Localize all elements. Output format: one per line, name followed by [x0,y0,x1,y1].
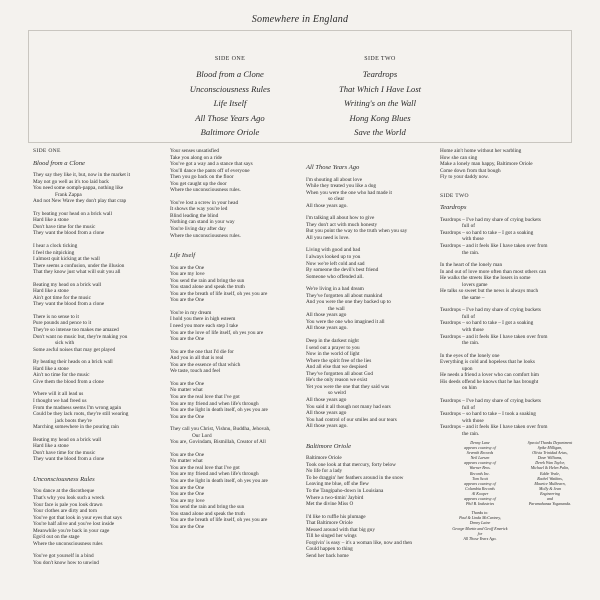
lyric-line: No matter what [170,458,203,465]
lyric-line: They want the blood from a clone [33,301,105,308]
lyric-line: I almost quit kicking at the wall [33,256,100,263]
lyric-line: Teardrops – so hard to take – I got a soaking [440,320,534,327]
lyric-line: Now we're left cold and sad [306,260,365,267]
credit-line: Denny Lane [470,440,490,445]
credit-line: Seventh Records [466,450,494,456]
lyric-line: They're so intense too makes me amazed [33,327,119,334]
lyric-line: Ain't got time for the music [33,294,91,301]
lyric-line: All those years ago. [306,325,348,332]
lyric-line: sick with [55,340,75,347]
header-bottom-rule [28,142,572,143]
lyric-line: Give them the blood from a clone [33,378,104,385]
lyric-line: Come down from that bough [440,167,501,174]
lyric-line: so weird [328,390,346,397]
lyric-line: Your face is pale you look drawn [33,501,103,508]
lyric-line: You dance at the discotheque [33,488,95,495]
credit-line: and [547,496,553,502]
stanza-gap [170,245,302,251]
lyric-line: Where the unconsciousness rules. [170,232,241,239]
lyrics-column-1 [33,148,165,566]
lyric-line: You've got a way and a stance that says [170,161,253,168]
track-title: All Those Years Ago [195,112,265,123]
lyric-line: That's why you look such a wreck [33,494,105,501]
lyric-line: with those [462,236,484,243]
lyric-line: Take you along on a ride [170,154,222,161]
lyric-line: I hear a clock ticking [33,243,78,250]
lyric-line: You are the breath of life itself, oh yes you are [170,517,268,524]
lyric-line: You are the love of life itself, oh yes you are [170,329,264,336]
lyric-line: Yet you were the one that they said was [306,383,390,390]
credit-line: appears courtesy of [464,480,496,486]
track-title: Life Itself [213,98,247,109]
lyric-line: with those [462,327,484,334]
track-title: That Which I Have Lost [338,83,422,94]
credit-line: Denny Laine [469,520,491,526]
lyric-line: All those years ago. [306,423,348,430]
credit-line: Spike Milligan, [537,445,563,451]
lyric-line: Where the unconsciousness rules [33,540,103,547]
lyric-line: And you in all that is real [170,355,224,362]
lyric-line: They don't act with much honesty [306,221,378,228]
lyric-line: You've got that look in your eyes that says [33,514,122,521]
lyric-line: the rain. [462,340,480,347]
lyric-line: Fly to your daddy now. [440,174,489,181]
lyric-line: I feel the nitpicking [33,249,75,256]
lyric-line: You are the One [170,484,205,491]
lyric-line: But you point the way to the truth when you say [306,228,408,235]
lyric-line: May not go well as it's too laid back [33,178,109,185]
credit-line: Warner Bros. [469,465,491,471]
lyric-line: Don't have time for the music [33,449,96,456]
lyric-line: Send her back home [306,552,349,559]
credit-line: All Those Years Ago. [463,535,497,541]
credit-line: for [477,530,483,536]
lyric-line: Leaving me blue, off she flew [306,481,369,488]
lyric-line: the rain. [462,249,480,256]
lyric-line: Hard like a stone [33,217,69,224]
lyric-line: Ego'd out on the stage [33,534,80,541]
lyric-line: To be draggin' her feathers around in the snow [306,474,404,481]
lyric-line: I thought we had freed us [33,397,87,404]
lyric-line: Hard like a stone [33,365,69,372]
album-title: Somewhere in England [251,14,349,25]
lyric-line: Messed around with that big guy [306,526,375,533]
credit-line: Derek Wan Taylor, [535,460,565,466]
lyric-line: You're living day after day [170,226,226,233]
lyric-line: They call you Christ, Vishnu, Buddha, Jehovah, [170,426,271,433]
lyric-line: You are the One [170,523,205,530]
credit-line: Columbia Records [465,485,495,491]
track-title: Hong Kong Blues [349,112,411,123]
lyric-line: the wall [328,305,345,312]
lyric-line: You are my friend and when life's through [170,471,259,478]
lyric-line: We're living in a bad dream [306,286,364,293]
lyric-line: with those [462,417,484,424]
credit-line: Maurice Mulhearn, [534,480,566,486]
lyric-line: You get caught up the door [170,180,227,187]
lyric-line: You don't know how to unwind [33,559,99,566]
side-heading: SIDE TWO [440,192,469,199]
lyric-line: I'm shouting all about love [306,176,363,183]
lyric-line: Teardrops – I've had my share of crying buckets [440,397,541,404]
credits-right [510,440,590,506]
track-title: Baltimore Oriole [200,127,260,138]
lyric-line: I hold you there in high esteem [170,316,236,323]
lyric-line: full of [462,313,475,320]
lyric-line: All those years ago [306,312,347,319]
track-title: Teardrops [362,69,398,79]
lyric-line: That they know just what will suit you all [33,269,121,276]
credit-line: Paul & Linda McCartney, [459,515,501,521]
lyric-line: You are the One [170,336,205,343]
lyric-line: on him [462,385,477,392]
lyric-line: Then you go back on the floor [170,174,234,181]
lyric-line: All those years ago [306,396,347,403]
lyric-line: Your clothes are dirty and torn [33,508,98,515]
lyric-line: Took one look at that mercury, forty below [306,461,396,468]
lyric-line: Don't want no music but, they're making you [33,333,128,340]
lyric-line: Where will it all lead us [33,391,84,398]
lyrics-column-3 [306,163,438,559]
lyric-line: Could happen to thing [306,546,353,553]
lyric-line: How she can sing [440,154,478,161]
lyric-line: so clear [328,196,345,203]
lyric-line: There seems a confusion, under the illusion [33,262,125,269]
lyric-line: You are my friend and when life's through [170,400,259,407]
lyric-line: They say they like it, but, now in the market it [33,172,131,179]
lyric-line: Your senses unsatisfied [170,148,220,154]
lyric-line: You are the light in death itself, oh yes you are [170,477,268,484]
lyric-line: Deep in the darkest night [306,338,359,345]
credit-line: Michael & Helen Palin, [530,465,570,471]
lyric-line: Our Lord [192,432,212,439]
lyric-line: I need you more each step I take [170,323,239,330]
track-title: Unconsciousness Rules [189,83,271,94]
lyric-line: You are the One [170,451,205,458]
lyric-line: Ain't no time for the music [33,372,90,379]
lyric-line: Teardrops – and it feels like I have taken over from [440,243,548,250]
credit-line: Paramahansa Yogananda. [528,501,572,507]
lyric-line: Where a two-timin' Jaybird [306,494,364,501]
credit-line: Special Thanks Department [527,440,573,445]
lyric-line: You'll dance the pants off of everyone [170,167,250,174]
lyric-line: You had control of our smiles and our tears [306,416,397,423]
lyric-line: Beating my head on a brick wall [33,281,102,288]
lyric-line: You are the One [170,413,205,420]
header-right-rule [571,30,572,142]
lyric-line: jack boots they're [55,417,92,424]
lyric-line: Met the divine Miss O [306,501,354,508]
lyric-line: You said it all though not many had ears [306,403,391,410]
lyric-line: You are the breath of life itself, oh yes you are [170,290,268,297]
lyric-line: Blind leading the blind [170,212,219,219]
lyric-line: We taste, touch and feel [170,368,221,375]
lyric-line: You're half alive and you've lost inside [33,521,115,528]
lyric-line: Everything is cold and hopeless that he looks [440,359,535,366]
lyric-line: You stand alone and speak the truth [170,510,245,517]
lyric-line: the rain. [462,430,480,437]
lyric-line: Some awful noises that may get played [33,346,116,353]
lyric-line: Till he singed her wings [306,533,357,540]
lyric-line: He walks the streets like the losers in some [440,275,531,282]
lyric-line: Where the spirit free of the lies [306,357,372,364]
lyric-line: Try beating your head on a brick wall [33,210,112,217]
lyric-line: You are the light in death itself, oh yes you are [170,407,268,414]
lyric-line: You are the One [170,297,205,304]
lyric-line: No matter what [170,387,203,394]
lyric-line: You send the rain and bring the sun [170,504,245,511]
lyric-line: Beating my head on a brick wall [33,436,102,443]
lyric-line: They want the blood from a clone [33,456,105,463]
credit-line: Eddie Veale, [540,470,560,476]
lyric-line: You need some oomph-pappa, nothing like [33,185,124,192]
lyric-line: It shows the way you're led [170,206,228,213]
lyric-line: All those years ago. [306,202,348,209]
lyric-line: Make a lonely man happy, Baltimore Oriole [440,161,533,168]
lyric-line: full of [462,404,475,411]
lyric-line: You send the rain and bring the sun [170,277,245,284]
credit-line: Al Kooper [471,490,489,496]
track-title: Blood from a Clone [196,69,264,79]
lyric-line: Where the unconsciousness rules. [170,187,241,194]
credit-line: Olivia Trinidad Arias, [532,450,568,456]
lyric-line: Teardrops – and it feels like I have taken over from [440,333,548,340]
lyrics-column-4 [440,148,590,437]
lyric-line: Someone who offended all. [306,273,364,280]
stanza-gap [33,469,165,475]
lyric-line: You are the essence of that which [170,361,241,368]
song-title: Unconsciousness Rules [33,475,95,483]
side-heading: SIDE ONE [33,148,61,154]
lyric-line: I always looked up to you [306,254,361,261]
lyric-line: And not New Wave they don't play that crap [33,198,127,205]
lyric-line: There is no sense to it [33,313,79,320]
lyric-line: You are the real love that I've got [170,464,240,471]
credit-line: appears courtesy of [464,460,496,466]
lyric-line: Teardrops – so hard to take – I got a soaking [440,229,534,236]
lyric-line: Hard like a stone [33,288,69,295]
lyric-line: You've lost a screw in your head [170,199,239,206]
lyric-line: I'm talking all about how to give [306,215,375,222]
lyric-line: the same – [462,294,485,301]
song-title: Blood from a Clone [33,159,85,167]
lyric-line: Nothing can stand in your way [170,219,235,226]
lyric-line: Teardrops – and it feels like I have taken over from [440,424,548,431]
credit-line: Molly & Jean [539,485,561,491]
lyric-line: Could be they lack roots, they're still wearing [33,411,129,418]
lyric-line: While they treated you like a dog [306,183,376,190]
lyric-line: To the Tangipaho-down in Louisiana [306,487,384,494]
lyric-line: By beating their heads on a brick wall [33,359,113,366]
credit-line: Records Inc. [469,470,491,476]
song-title: Teardrops [440,204,467,212]
credit-line: Neil Larsen [470,455,490,461]
credit-line: Rachel Watkins, [537,475,563,481]
lyric-line: Home ain't home without her warbling [440,148,522,154]
lyric-line: In and out of love more often than most others can [440,268,547,275]
lyric-line: Forgivin' is easy – it's a woman like, now and then [306,539,413,546]
lyric-line: That Baltimore Oriole [306,520,353,527]
song-title: Baltimore Oriole [306,442,351,450]
lyric-line: Meanwhile you're back in your cage [33,527,110,534]
lyric-line: In the eyes of the lonely one [440,352,500,359]
lyric-line: He needs a friend a lover who can comfort him [440,372,539,379]
lyric-line: And all else that we despised [306,364,368,371]
credit-line: appears courtesy of [464,496,496,502]
lyric-line: Living with good and bad [306,247,361,254]
lyric-line: And you were the one they backed up to [306,299,391,306]
lyric-line: You are, Govindam, Bismillah, Creator of All [170,439,266,446]
side-two-heading: SIDE TWO [364,56,396,62]
lyric-line: I send out a prayer to you [306,344,360,351]
lyric-line: Frank Zappa [55,191,82,198]
lyric-line: You are the One [170,380,205,387]
lyric-line: He talks so sweet but the news is always much [440,288,539,295]
lyric-line: All you need is love. [306,234,350,241]
lyric-line: Teardrops – I've had my share of crying buckets [440,307,541,314]
track-title: Writing's on the Wall [344,98,416,109]
header-left-rule [28,30,29,142]
credit-line: Engineering [540,490,560,496]
lyric-line: upon [462,365,473,372]
lyric-line: They've forgotten all about mankind [306,292,383,299]
lyric-line: Baltimore Oriole [306,455,342,462]
lyric-line: No life for a lady [306,468,343,475]
lyric-line: You are the real love that I've got [170,393,240,400]
credit-line: appears courtesy of [464,445,496,451]
side-one-heading: SIDE ONE [214,56,246,62]
track-title: Save the World [354,127,406,138]
tracklist-side-one [160,56,300,140]
lyric-line: Marching somewhere in the pouring rain [33,424,119,431]
credit-line: Tom Scott [472,475,488,481]
credit-line: George Martin and Geoff Emerick [452,525,508,531]
lyric-line: You are the One [170,264,205,271]
lyric-line: When you were the one who had made it [306,189,393,196]
song-title: All Those Years Ago [306,164,360,171]
stanza-gap [306,436,438,442]
lyric-line: All those years ago [306,410,347,417]
lyric-line: Now in the world of light [306,351,360,358]
lyric-line: full of [462,223,475,230]
lyric-line: They want the blood from a clone [33,230,105,237]
lyric-line: His deeds offend he knows that he has brought [440,378,539,385]
tracklist-side-two [305,56,455,140]
song-title: Life Itself [170,252,196,260]
lyric-line: You are my love [170,497,205,504]
lyric-line: lovers game [462,281,488,288]
lyric-line: You are my love [170,271,205,278]
credit-line: Dave Williams, [537,455,563,461]
lyric-line: Hard like a stone [33,443,69,450]
lyric-line: In the heart of the lonely man [440,262,503,269]
credits-left [440,440,520,541]
lyric-line: By someone the devil's best friend [306,267,379,274]
lyric-line: Teardrops – so hard to take – I took a soaking [440,411,536,418]
credit-line: Phil B. Industries [465,501,495,507]
lyric-line: You've got yourself in a bind [33,553,94,560]
lyric-line: You are the one that I'd die for [170,348,234,355]
lyric-line: He's the only reason we exist [306,377,368,384]
lyric-line: You stand alone and speak the truth [170,284,245,291]
lyric-line: You are the One [170,491,205,498]
lyrics-column-2 [170,148,302,530]
header-rule [28,30,572,31]
lyric-line: You're in my dream [170,309,212,316]
lyric-line: Pure pounds and pence to it [33,320,92,327]
lyric-line: You were the one who imagined it all [306,318,385,325]
lyric-line: Don't have time for the music [33,223,96,230]
lyric-line: I'd like to ruffle his plumage [306,513,366,520]
lyric-line: Teardrops – I've had my share of crying buckets [440,216,541,223]
lyric-line: From the madness seems I'm wrong again [33,404,122,411]
lyric-line: They've forgotten all about God [306,370,374,377]
credit-line: Thanks to: [471,510,489,516]
